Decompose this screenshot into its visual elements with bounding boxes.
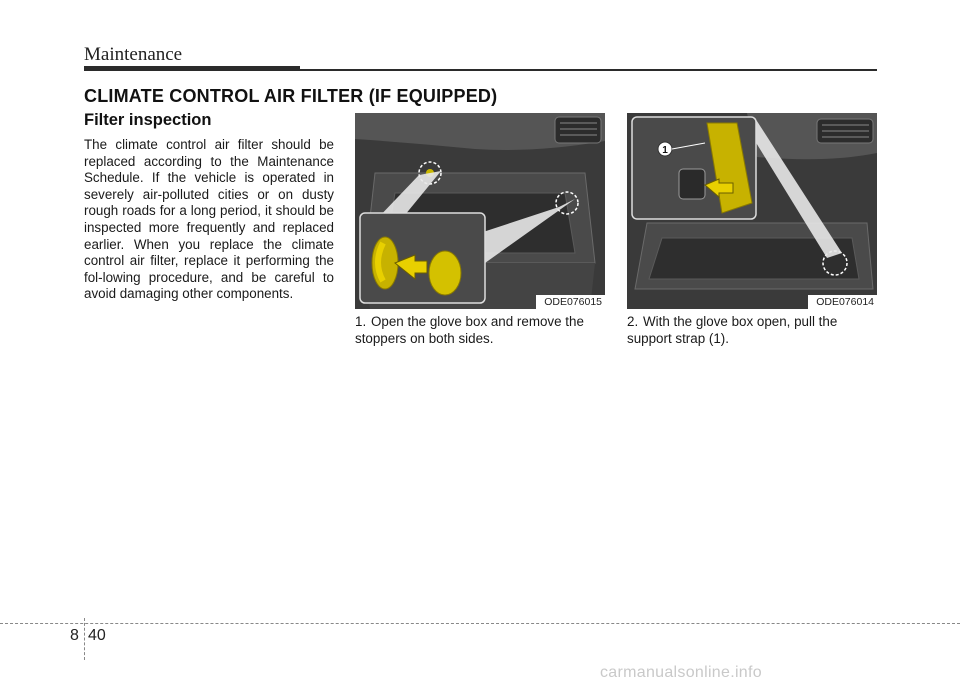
figure-glove-box-stoppers: [355, 113, 605, 309]
header-rule-thick: [84, 66, 300, 71]
step-number: 1.: [355, 314, 367, 329]
figure-code: ODE076014: [808, 295, 877, 309]
step-text: With the glove box open, pull the support strap (1).: [627, 314, 838, 346]
step-1-caption: [355, 314, 605, 347]
figure-support-strap: [627, 113, 877, 309]
body-paragraph: The climate control air filter should be replaced according to the Maintenance Schedule. If the vehicle is operated in severely air-polluted cities or on dusty rough roads for a long period, it should be inspected more frequently and replaced earlier. When you replace the climate control air filter, replace it performing the fol-lowing procedure, and be careful to avoid damaging other components.: [84, 137, 334, 302]
header-rule-thin: [300, 69, 877, 71]
step-2-caption: [627, 314, 877, 347]
step-text: Open the glove box and remove the stoppers on both sides.: [355, 314, 584, 346]
watermark: carmanualsonline.info: [600, 664, 762, 681]
running-header: Maintenance: [84, 44, 183, 65]
step-number: 2.: [627, 314, 639, 329]
glove-box-illustration: [355, 113, 605, 309]
callout-number: 1: [662, 145, 668, 156]
footer-rule: [0, 623, 960, 624]
page-number: 40: [88, 627, 106, 644]
chapter-number: 8: [70, 627, 79, 644]
figure-code: ODE076015: [536, 295, 605, 309]
subsection-title: Filter inspection: [84, 111, 212, 129]
support-strap-illustration: [627, 113, 877, 309]
footer-divider: [84, 618, 85, 660]
section-title: CLIMATE CONTROL AIR FILTER (IF EQUIPPED): [84, 86, 498, 106]
